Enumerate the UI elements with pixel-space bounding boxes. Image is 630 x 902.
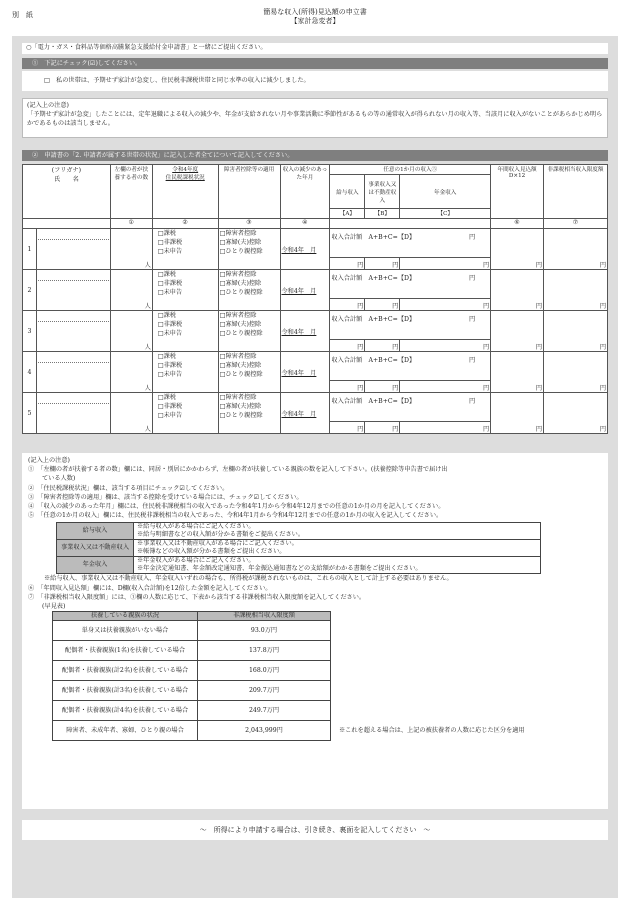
dependents-cell[interactable]: 人 bbox=[110, 270, 152, 311]
deduction-cell[interactable]: □障害者控除 □寡婦(夫)控除 □ひとり親控除 bbox=[218, 270, 280, 311]
pension-cell[interactable]: 円 bbox=[400, 422, 491, 434]
remark1 bbox=[22, 98, 608, 138]
table-row bbox=[23, 270, 608, 299]
intro-note: ○「電力・ガス・食料品等価格高騰緊急支援給付金申請書」と一緒にご提出ください。 bbox=[22, 43, 608, 54]
limit-value: 209.7万円 bbox=[198, 681, 331, 701]
annual-income-cell[interactable]: 円 bbox=[491, 352, 544, 393]
col-num-3: ③ bbox=[218, 219, 280, 229]
name-cell[interactable] bbox=[36, 270, 110, 311]
tax-status-cell[interactable]: □課税 □非課税 □未申告 bbox=[152, 270, 218, 311]
business-cell[interactable]: 円 bbox=[365, 340, 400, 352]
limit-status: 配偶者・扶養親族(計4名)を扶養している場合 bbox=[53, 701, 198, 721]
table-row bbox=[23, 352, 608, 381]
limit-note: ※これを超える場合は、上記の被扶養者の人数に応じた区分を適用 bbox=[339, 726, 525, 734]
row-number: 1 bbox=[23, 229, 37, 270]
tax-status-cell[interactable]: □課税 □非課税 □未申告 bbox=[152, 352, 218, 393]
remark1-text: 「予期せず家計が急変」したことには、定年退職による収入の減少や、年金が支給されない月や事業活動に季節性があるもの等の通常収入が得られない月の収入等、当該月に収入がないことがあらかじめ明らかであるものは該当しません。 bbox=[27, 111, 603, 127]
income-sum-cell[interactable]: 収入合計額 A+B+C=【D】 円 bbox=[330, 270, 491, 299]
salary-cell[interactable]: 円 bbox=[330, 381, 365, 393]
inc-label-pension: 年金収入 bbox=[57, 557, 134, 574]
limit-status: 配偶者・扶養親族(計2名)を扶養している場合 bbox=[53, 661, 198, 681]
col-num-1: ① bbox=[110, 219, 152, 229]
limit-cell[interactable]: 円 bbox=[544, 311, 608, 352]
note-1b: ている人数) bbox=[42, 475, 76, 483]
quick-table-label: (早見表) bbox=[42, 603, 66, 611]
col-c-label: 【C】 bbox=[400, 209, 491, 219]
limit-status: 配偶者・扶養親族(計3名)を扶養している場合 bbox=[53, 681, 198, 701]
tax-status-cell[interactable]: □課税 □非課税 □未申告 bbox=[152, 393, 218, 434]
limit-last-status: 障害者、未成年者、寡婦、ひとり親の場合 bbox=[53, 721, 198, 741]
tax-status-cell[interactable]: □課税 □非課税 □未申告 bbox=[152, 229, 218, 270]
document-title bbox=[0, 8, 630, 26]
form-frame bbox=[12, 36, 618, 898]
row-number: 4 bbox=[23, 352, 37, 393]
row-number: 3 bbox=[23, 311, 37, 352]
col-b-label: 【B】 bbox=[365, 209, 400, 219]
notes-panel bbox=[22, 453, 608, 809]
limit-value: 137.8万円 bbox=[198, 641, 331, 661]
household-table bbox=[22, 164, 608, 434]
name-cell[interactable] bbox=[36, 229, 110, 270]
name-cell[interactable] bbox=[36, 393, 110, 434]
annual-income-cell[interactable]: 円 bbox=[491, 270, 544, 311]
dependents-cell[interactable]: 人 bbox=[110, 229, 152, 270]
note-5: ⑤ 「任意の1か月の収入」欄には、住民税非課税相当の収入であった、令和4年1月から令和4年12月までの任意の1か月の収入を記入してください。 bbox=[28, 512, 443, 520]
deduction-cell[interactable]: □障害者控除 □寡婦(夫)控除 □ひとり親控除 bbox=[218, 229, 280, 270]
deduction-cell[interactable]: □障害者控除 □寡婦(夫)控除 □ひとり親控除 bbox=[218, 352, 280, 393]
salary-cell[interactable]: 円 bbox=[330, 422, 365, 434]
monthly-income-header: 任意の1か月の収入⑤ bbox=[330, 165, 491, 175]
salary-cell[interactable]: 円 bbox=[330, 299, 365, 311]
notes-head: (記入上の注意) bbox=[28, 457, 70, 464]
table-row bbox=[23, 393, 608, 422]
salary-cell[interactable]: 円 bbox=[330, 340, 365, 352]
section2-bar: ② 申請書の「2. 申請者が属する世帯の状況」に記入した者全てについて記入してください。 bbox=[22, 150, 608, 161]
annual-income-cell[interactable]: 円 bbox=[491, 229, 544, 270]
dependents-cell[interactable]: 人 bbox=[110, 393, 152, 434]
limit-cell[interactable]: 円 bbox=[544, 352, 608, 393]
business-cell[interactable]: 円 bbox=[365, 258, 400, 270]
annual-income-header: 年間収入見込額 D×12 bbox=[491, 165, 544, 219]
decrease-month-cell[interactable]: 令和4年 月 bbox=[280, 352, 330, 393]
col-num-4: ④ bbox=[280, 219, 330, 229]
pension-header: 年金収入 bbox=[400, 175, 491, 209]
note-3: ③ 「障害者控除等の適用」欄は、該当する控除を受けている場合には、チェック☑してください。 bbox=[28, 493, 303, 501]
decrease-month-cell[interactable]: 令和4年 月 bbox=[280, 270, 330, 311]
note-4: ④ 「収入の減少のあった年月」欄には、住民税非課税相当の収入であった令和4年1月から令和4年12月までの任意の1か月の月を記入してください。 bbox=[28, 503, 445, 511]
footer-note: 〜 所得により申請する場合は、引き続き、裏面を記入してください 〜 bbox=[22, 820, 608, 840]
col-num-2: ② bbox=[152, 219, 218, 229]
limit-row bbox=[53, 661, 527, 681]
business-cell[interactable]: 円 bbox=[365, 299, 400, 311]
limit-status: 配偶者・扶養親族(1名)を扶養している場合 bbox=[53, 641, 198, 661]
remark1-head: (記入上の注意) bbox=[27, 102, 69, 109]
limit-row bbox=[53, 701, 527, 721]
limit-last-value: 2,043,999円 bbox=[198, 721, 331, 741]
name-cell[interactable] bbox=[36, 352, 110, 393]
attachment-label: 別 紙 bbox=[12, 11, 33, 19]
tax-status-cell[interactable]: □課税 □非課税 □未申告 bbox=[152, 311, 218, 352]
row-number: 2 bbox=[23, 270, 37, 311]
decrease-month-cell[interactable]: 令和4年 月 bbox=[280, 311, 330, 352]
pension-cell[interactable]: 円 bbox=[400, 299, 491, 311]
business-cell[interactable]: 円 bbox=[365, 422, 400, 434]
dependents-header: 左欄の者が扶養する者の数 bbox=[110, 165, 152, 219]
decrease-month-cell[interactable]: 令和4年 月 bbox=[280, 393, 330, 434]
table-row bbox=[23, 229, 608, 258]
tax-status-header: 令和4年度 住民税課税状況 bbox=[152, 165, 218, 219]
title-sub: 【家計急変者】 bbox=[290, 17, 340, 25]
deduction-header: 障害者控除等の適用 bbox=[218, 165, 280, 219]
note-7: ⑦ 「非課税相当収入限度額」には、①欄の人数に応じて、下表から該当する非課税相当収入限度額を記入してください。 bbox=[28, 593, 366, 601]
dependents-cell[interactable]: 人 bbox=[110, 311, 152, 352]
dependents-cell[interactable]: 人 bbox=[110, 352, 152, 393]
note-6: ⑥ 「年間収入見込額」欄には、D欄(収入合計額)を12倍した金額を記入してください。 bbox=[28, 584, 272, 592]
limit-value: 93.0万円 bbox=[198, 621, 331, 641]
title-main: 簡易な収入(所得)見込額の申立書 bbox=[263, 8, 367, 16]
limit-table: 扶養している親族の状況 非課税相当収入限度額 単身又は扶養親族がいない場合 93.0万円 配偶者・扶養親族(1名)を扶養している場合 137.8万円 配偶者・扶養親族(計2名)を扶養している場合 168.0万円 配偶者・扶養親族(計3名)を扶養している場合 209.7万円 配偶者・扶養親族(計4名)を扶養している場合 249.7万円 障害者、未成年者、寡婦、ひとり親の場合 2,043,999円 ※これを超える場合は、上記の被扶養者の人数に応じた区分を適用 bbox=[52, 611, 527, 741]
limit-status: 単身又は扶養親族がいない場合 bbox=[53, 621, 198, 641]
note-2: ② 「住民税課税状況」欄は、該当する項目にチェック☑してください。 bbox=[28, 484, 229, 492]
pension-cell[interactable]: 円 bbox=[400, 381, 491, 393]
income-sum-cell[interactable]: 収入合計額 A+B+C=【D】 円 bbox=[330, 229, 491, 258]
annual-income-cell[interactable]: 円 bbox=[491, 311, 544, 352]
business-header: 事業収入又は不動産収入 bbox=[365, 175, 400, 209]
col-a-label: 【A】 bbox=[330, 209, 365, 219]
deduction-cell[interactable]: □障害者控除 □寡婦(夫)控除 □ひとり親控除 bbox=[218, 393, 280, 434]
limit-value: 168.0万円 bbox=[198, 661, 331, 681]
section1-bar: ① 下記にチェック(☑)してください。 bbox=[22, 58, 608, 69]
income-type-table: 給与収入 ※給与収入がある場合にご記入ください。 ※給与明細書などの収入額が分かる書類をご提出ください。 事業収入又は不動産収入 ※事業収入又は不動産収入がある場合にご記入ください。 ※帳簿などの収入額が分かる書類をご提出ください。 年金収入 ※年金収入がある場合にご記入ください。 ※年金決定通知書、年金額改定通知書、年金振込通知書などの支給額がわかる書類をご提出ください。 bbox=[56, 522, 541, 574]
annual-income-cell[interactable]: 円 bbox=[491, 393, 544, 434]
deduction-cell[interactable]: □障害者控除 □寡婦(夫)控除 □ひとり親控除 bbox=[218, 311, 280, 352]
table-row bbox=[23, 311, 608, 340]
limit-cell[interactable]: 円 bbox=[544, 270, 608, 311]
decrease-month-cell[interactable]: 令和4年 月 bbox=[280, 229, 330, 270]
row-number: 5 bbox=[23, 393, 37, 434]
salary-header: 給与収入 bbox=[330, 175, 365, 209]
income-sum-cell[interactable]: 収入合計額 A+B+C=【D】 円 bbox=[330, 311, 491, 340]
inc-label-salary: 給与収入 bbox=[57, 523, 134, 540]
inc-label-business: 事業収入又は不動産収入 bbox=[57, 540, 134, 557]
salary-cell[interactable]: 円 bbox=[330, 258, 365, 270]
income-sum-cell[interactable]: 収入合計額 A+B+C=【D】 円 bbox=[330, 393, 491, 422]
decrease-month-header: 収入の減少のあった年月 bbox=[280, 165, 330, 219]
col-num-7: ⑦ bbox=[544, 219, 608, 229]
income-note: ※給与収入、事業収入又は不動産収入、年金収入いずれの場合も、所得税が課税されないものは、これらの収入として計上する必要はありません。 bbox=[44, 575, 453, 583]
name-header: (フリガナ) 氏 名 bbox=[23, 165, 111, 219]
col-num-6: ⑥ bbox=[491, 219, 544, 229]
limit-value: 249.7万円 bbox=[198, 701, 331, 721]
business-cell[interactable]: 円 bbox=[365, 381, 400, 393]
section1-statement[interactable]: □ 私の世帯は、予期せず家計が急変し、住民税非課税世帯と同じ水準の収入に減少しました。 bbox=[22, 71, 608, 91]
pension-cell[interactable]: 円 bbox=[400, 340, 491, 352]
limit-header: 非課税相当収入限度額 bbox=[544, 165, 608, 219]
limit-row bbox=[53, 621, 527, 641]
limit-cell[interactable]: 円 bbox=[544, 393, 608, 434]
name-cell[interactable] bbox=[36, 311, 110, 352]
limit-cell[interactable]: 円 bbox=[544, 229, 608, 270]
income-sum-cell[interactable]: 収入合計額 A+B+C=【D】 円 bbox=[330, 352, 491, 381]
limit-row bbox=[53, 681, 527, 701]
pension-cell[interactable]: 円 bbox=[400, 258, 491, 270]
limit-row bbox=[53, 641, 527, 661]
note-1: ① 「左欄の者が扶養する者の数」欄には、同居・別居にかかわらず、左欄の者が扶養している親族の数を記入して下さい。(扶養控除等申告書で届け出 bbox=[28, 466, 448, 474]
